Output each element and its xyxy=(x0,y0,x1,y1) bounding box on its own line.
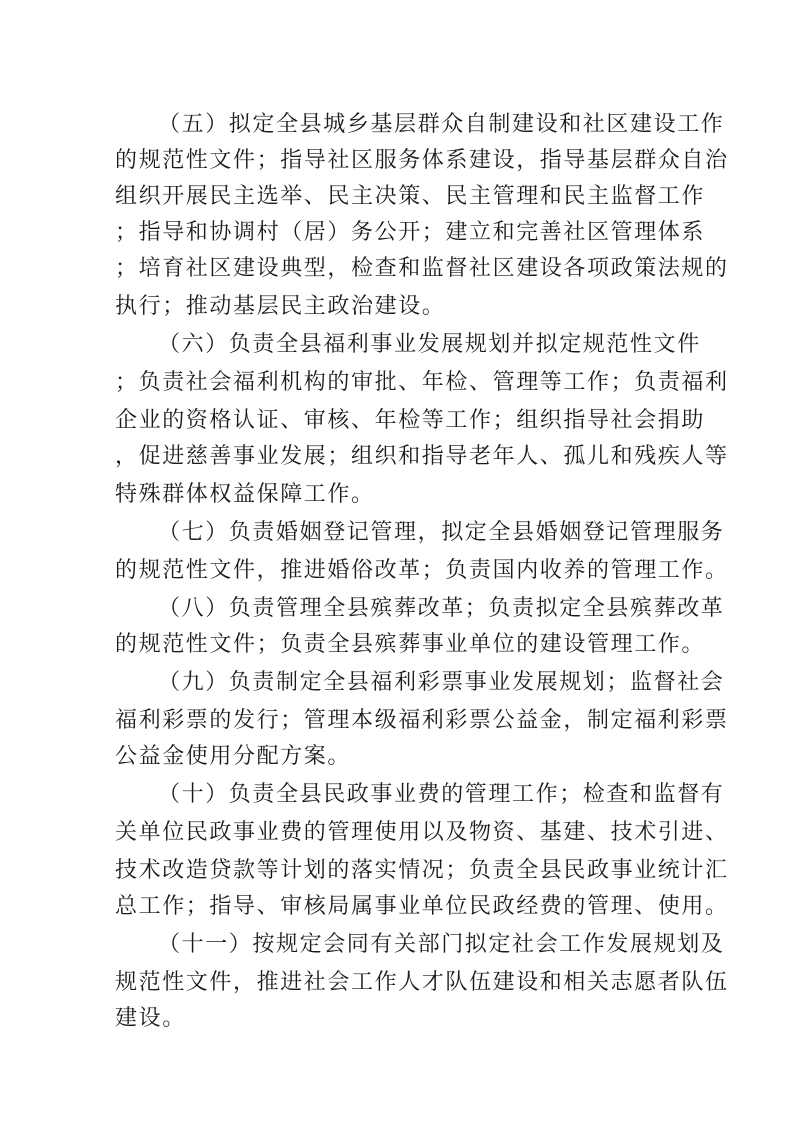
text-line: 执行；推动基层民主政治建设。 xyxy=(115,294,446,319)
text-line: 福利彩票的发行；管理本级福利彩票公益金，制定福利彩票 xyxy=(115,708,729,733)
text-line: 关单位民政事业费的管理使用以及物资、基建、技术引进、 xyxy=(115,820,729,845)
text-line: （五）拟定全县城乡基层群众自制建设和社区建设工作 xyxy=(158,112,725,137)
text-line: 公益金使用分配方案。 xyxy=(115,744,352,769)
text-line: （九）负责制定全县福利彩票事业发展规划；监督社会 xyxy=(158,670,725,695)
text-line: （七）负责婚姻登记管理，拟定全县婚姻登记管理服务 xyxy=(158,520,725,545)
text-line: 的规范性文件；指导社区服务体系建设，指导基层群众自治 xyxy=(115,148,729,173)
text-line: 总工作；指导、审核局属事业单位民政经费的管理、使用。 xyxy=(115,894,729,919)
text-line: 特殊群体权益保障工作。 xyxy=(115,482,375,507)
text-line: （十）负责全县民政事业费的管理工作；检查和监督有 xyxy=(158,782,725,807)
text-line: 规范性文件，推进社会工作人才队伍建设和相关志愿者队伍 xyxy=(115,970,729,995)
text-line: 的规范性文件；负责全县殡葬事业单位的建设管理工作。 xyxy=(115,632,706,657)
text-line: 组织开展民主选举、民主决策、民主管理和民主监督工作 xyxy=(115,184,706,209)
text-line: （六）负责全县福利事业发展规划并拟定规范性文件 xyxy=(158,332,701,357)
text-line: ；负责社会福利机构的审批、年检、管理等工作；负责福利 xyxy=(115,370,729,395)
text-line: ，促进慈善事业发展；组织和指导老年人、孤儿和残疾人等 xyxy=(115,444,729,469)
text-line: 的规范性文件，推进婚俗改革；负责国内收养的管理工作。 xyxy=(115,558,729,583)
text-line: （八）负责管理全县殡葬改革；负责拟定全县殡葬改革 xyxy=(158,596,725,621)
text-line: ；培育社区建设典型，检查和监督社区建设各项政策法规的 xyxy=(115,256,729,281)
text-line: 技术改造贷款等计划的落实情况；负责全县民政事业统计汇 xyxy=(115,858,729,883)
text-line: 企业的资格认证、审核、年检等工作；组织指导社会捐助 xyxy=(115,408,706,433)
text-line: ；指导和协调村（居）务公开；建立和完善社区管理体系 xyxy=(115,220,706,245)
text-line: （十一）按规定会同有关部门拟定社会工作发展规划及 xyxy=(158,932,725,957)
text-line: 建设。 xyxy=(115,1006,186,1031)
